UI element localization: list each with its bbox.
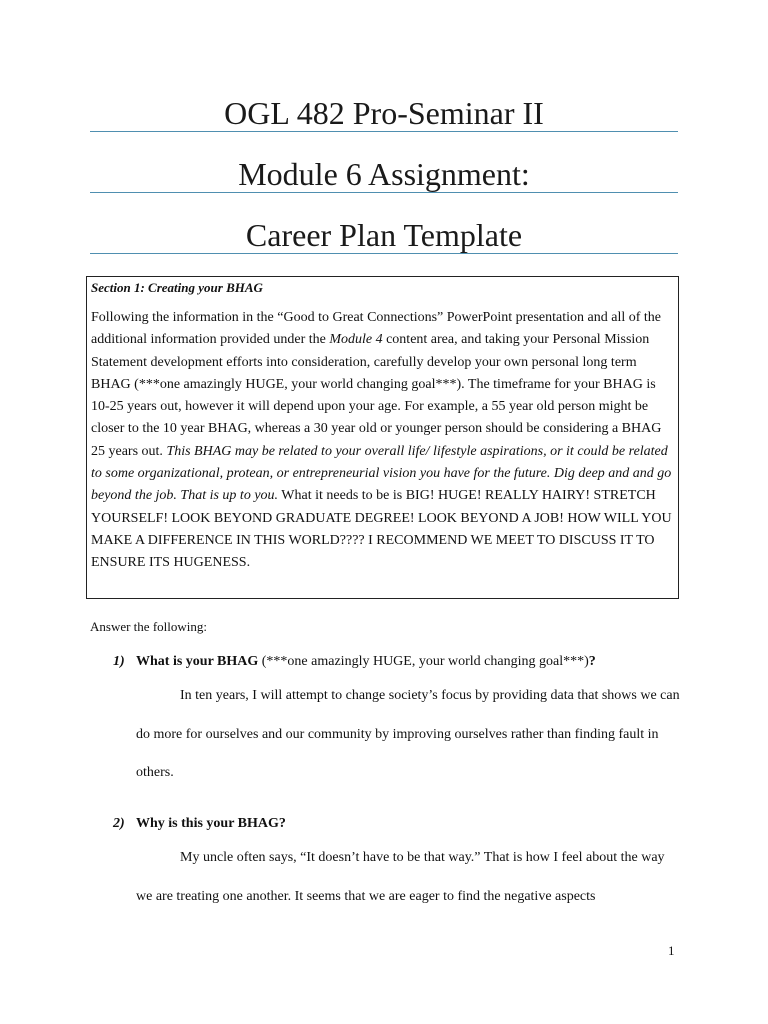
module-title: Module 6 Assignment:: [238, 156, 530, 192]
instructions-part-3: What it needs to be is BIG! HUGE! REALLY HAIRY! STRETCH YOURSELF! LOOK BEYOND GRADUATE DEGREE! LOOK BEYOND A JOB! HOW WILL YOU MAKE A DIFFERENCE IN THIS WORLD???? I RECOMMEND WE MEET TO DISCUSS IT TO ENSURE ITS HUGENESS.: [91, 488, 672, 571]
template-divider: [90, 253, 678, 254]
section-1-box: [86, 276, 679, 599]
question-2: [113, 815, 286, 833]
section-1-heading: Section 1: Creating your BHAG: [91, 280, 263, 295]
course-title: OGL 482 Pro-Seminar II: [224, 95, 544, 131]
answer-2: My uncle often says, “It doesn’t have to be that way.” That is how I feel about the way we are treating one another. It seems that we are eager to find the negative aspects: [136, 850, 665, 904]
answer-1: In ten years, I will attempt to change society’s focus by providing data that shows we can do more for ourselves and our community by improving ourselves rather than finding fault in others.: [136, 688, 680, 781]
instructions-module-ref: Module 4: [329, 332, 383, 348]
section-1-instructions: [91, 307, 674, 575]
instructions-part-1: Following the information in the “Good to Great Connections” PowerPoint presentation and all of the additional information provided under the: [91, 310, 662, 348]
answer-intro: Answer the following:: [90, 619, 207, 634]
instructions-emphasis: This BHAG may be related to your overall life/ lifestyle aspirations, or it could be related to some organizational, protean, or entrepreneurial vision you have for the future. Dig deep and and go beyond the job. That is up to you.: [91, 443, 672, 504]
question-1-detail: (***one amazingly HUGE, your world changing goal***): [258, 654, 589, 669]
question-1-end: ?: [588, 654, 596, 669]
title-divider: [90, 131, 678, 132]
instructions-part-2: content area, and taking your Personal Mission Statement development efforts into consideration, carefully develop your own personal long term BHAG (***one amazingly HUGE, your world changing goal***). The timeframe for your BHAG is 10-25 years out, however it will depend upon your age. For example, a 55 year old person might be closer to the 10 year BHAG, whereas a 30 year old or younger person should be considering a BHAG 25 years out.: [91, 332, 662, 459]
page-number: 1: [668, 943, 675, 958]
question-1-bold: What is your BHAG: [136, 654, 259, 669]
template-title: Career Plan Template: [245, 217, 523, 253]
question-2-bold: Why is this your BHAG?: [136, 816, 286, 831]
module-divider: [90, 192, 678, 193]
question-1-number: 1): [113, 654, 125, 669]
question-1: [113, 653, 596, 671]
question-2-number: 2): [113, 816, 125, 831]
